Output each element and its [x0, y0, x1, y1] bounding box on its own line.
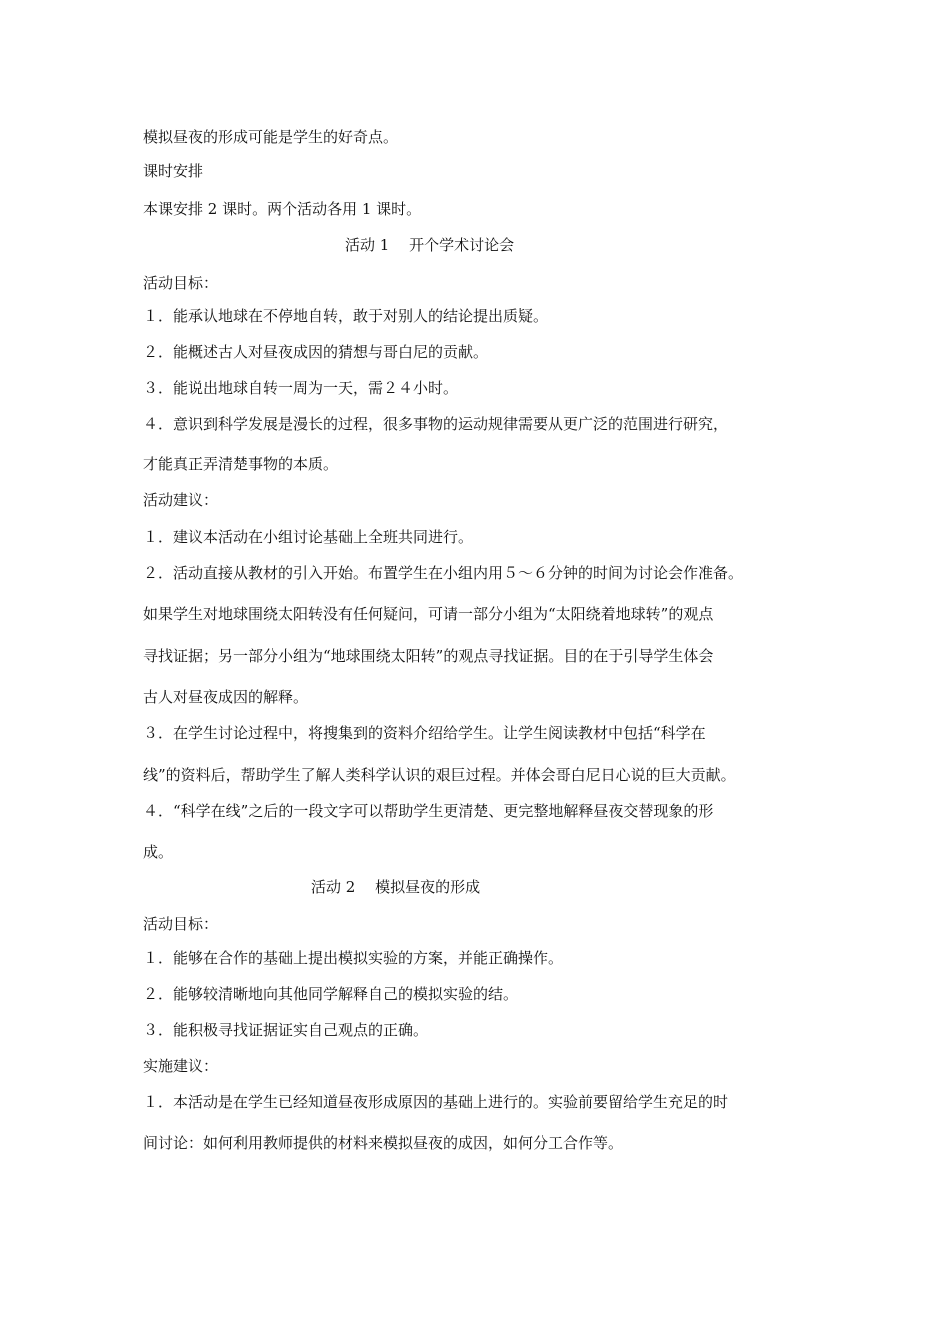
- activity-1-goals-label: 活动目标：: [143, 274, 219, 292]
- activity-1-suggestion-4-line-1: ４．“科学在线”之后的一段文字可以帮助学生更清楚、更完整地解释昼夜交替现象的形: [143, 802, 714, 820]
- activity-2-implementation-1-line-2: 间讨论：如何利用教师提供的材料来模拟昼夜的成因，如何分工合作等。: [143, 1134, 624, 1152]
- paragraph-intro-end: 模拟昼夜的形成可能是学生的好奇点。: [143, 128, 399, 146]
- activity-1-suggestion-1: １．建议本活动在小组讨论基础上全班共同进行。: [143, 528, 474, 546]
- activity-1-suggestion-2-line-3: 寻找证据；另一部分小组为“地球围绕太阳转”的观点寻找证据。目的在于引导学生体会: [143, 647, 714, 665]
- activity-1-heading: 活动 1 开个学术讨论会: [345, 236, 515, 254]
- activity-1-suggestion-3-line-2: 线”的资料后，帮助学生了解人类科学认识的艰巨过程。并体会哥白尼日心说的巨大贡献。: [143, 766, 736, 784]
- activity-1-suggestion-2-line-4: 古人对昼夜成因的解释。: [143, 688, 309, 706]
- activity-1-goal-2: ２．能概述古人对昼夜成因的猜想与哥白尼的贡献。: [143, 343, 489, 361]
- activity-1-suggestion-4-line-2: 成。: [143, 843, 174, 861]
- activity-1-goal-3: ３．能说出地球自转一周为一天，需２４小时。: [143, 379, 459, 397]
- activity-1-goal-1: １．能承认地球在不停地自转，敢于对别人的结论提出质疑。: [143, 307, 549, 325]
- activity-2-implementation-label: 实施建议：: [143, 1057, 219, 1075]
- activity-1-suggestion-3-line-1: ３．在学生讨论过程中，将搜集到的资料介绍给学生。让学生阅读教材中包括“科学在: [143, 724, 706, 742]
- section-title-schedule: 课时安排: [143, 162, 204, 180]
- activity-1-suggestion-2-line-2: 如果学生对地球围绕太阳转没有任何疑问，可请一部分小组为“太阳绕着地球转”的观点: [143, 605, 714, 623]
- activity-2-heading: 活动 2 模拟昼夜的形成: [311, 878, 481, 896]
- activity-1-suggestions-label: 活动建议：: [143, 491, 219, 509]
- activity-1-suggestion-2-line-1: ２．活动直接从教材的引入开始。布置学生在小组内用５～６分钟的时间为讨论会作准备。: [143, 564, 744, 582]
- activity-2-goals-label: 活动目标：: [143, 915, 219, 933]
- activity-2-goal-2: ２．能够较清晰地向其他同学解释自己的模拟实验的结。: [143, 985, 519, 1003]
- activity-1-goal-4-line-2: 才能真正弄清楚事物的本质。: [143, 455, 339, 473]
- activity-2-goal-1: １．能够在合作的基础上提出模拟实验的方案，并能正确操作。: [143, 949, 564, 967]
- activity-2-goal-3: ３．能积极寻找证据证实自己观点的正确。: [143, 1021, 429, 1039]
- paragraph-schedule: 本课安排 2 课时。两个活动各用 1 课时。: [143, 200, 422, 218]
- activity-2-implementation-1-line-1: １．本活动是在学生已经知道昼夜形成原因的基础上进行的。实验前要留给学生充足的时: [143, 1093, 729, 1111]
- activity-1-goal-4-line-1: ４．意识到科学发展是漫长的过程，很多事物的运动规律需要从更广泛的范围进行研究，: [143, 415, 729, 433]
